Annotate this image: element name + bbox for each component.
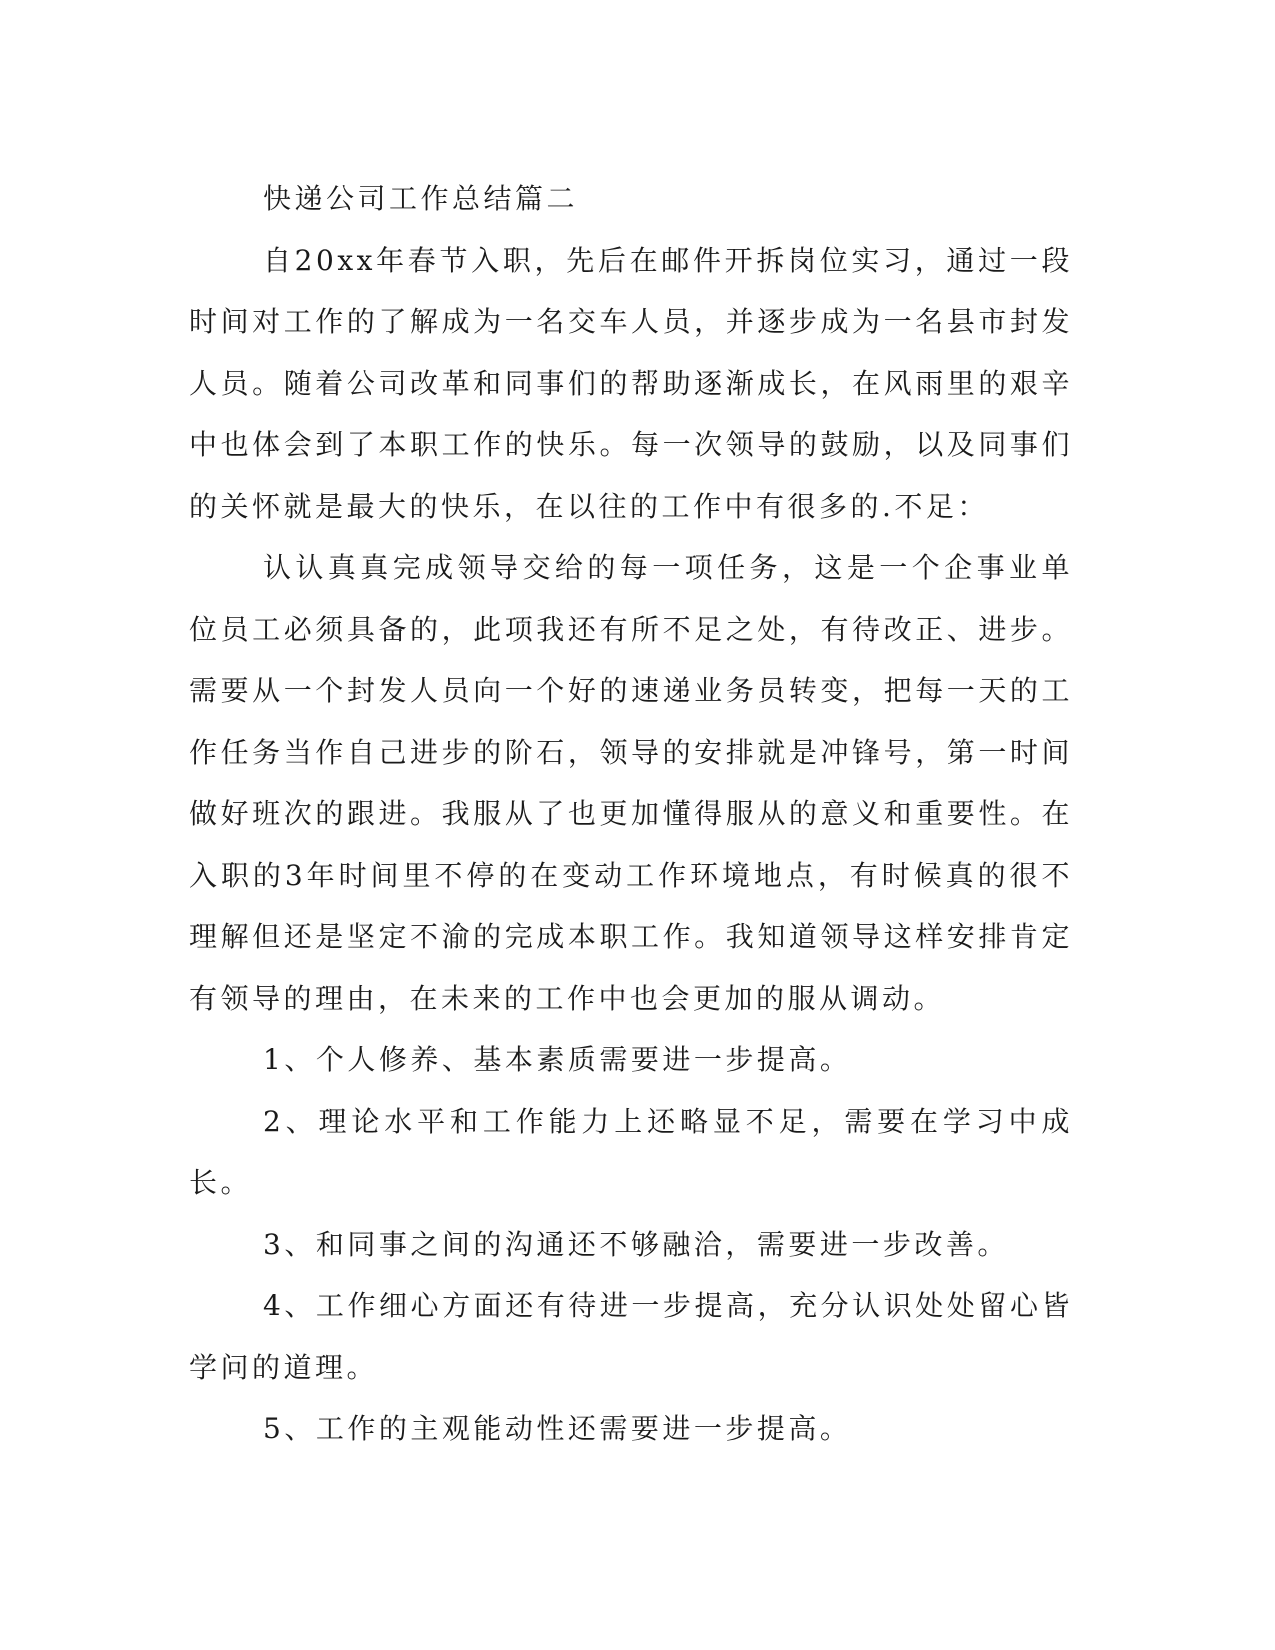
list-item-2: 2、理论水平和工作能力上还略显不足，需要在学习中成长。: [189, 1104, 1073, 1199]
document-title: 快递公司工作总结篇二: [263, 182, 579, 215]
list-item-1: 1、个人修养、基本素质需要进一步提高。: [263, 1043, 852, 1076]
paragraph-tasks: 认认真真完成领导交给的每一项任务，这是一个企事业单位员工必须具备的，此项我还有所不足之处，有待改正、进步。需要从一个封发人员向一个好的速递业务员转变，把每一天的工作任务当作自己进步的阶石，领导的安排就是冲锋号，第一时间做好班次的跟进。我服从了也更加懂得服从的意义和重要性。在入职的3年时间里不停的在变动工作环境地点，有时候真的很不理解但还是坚定不渝的完成本职工作。我知道领导这样安排肯定有领导的理由，在未来的工作中也会更加的服从调动。: [189, 551, 1073, 1015]
list-item-5: 5、工作的主观能动性还需要进一步提高。: [263, 1412, 852, 1445]
list-item-3: 3、和同事之间的沟通还不够融洽，需要进一步改善。: [263, 1227, 1009, 1261]
paragraph-intro: 自20xx年春节入职，先后在邮件开拆岗位实习，通过一段时间对工作的了解成为一名交车人员，并逐步成为一名县市封发人员。随着公司改革和同事们的帮助逐渐成长，在风雨里的艰辛中也体会到了本职工作的快乐。每一次领导的鼓励，以及同事们的关怀就是最大的快乐，在以往的工作中有很多的.不足：: [189, 243, 1073, 523]
document-body: [189, 168, 1073, 1460]
list-item-4: 4、工作细心方面还有待进一步提高，充分认识处处留心皆学问的道理。: [189, 1289, 1073, 1384]
